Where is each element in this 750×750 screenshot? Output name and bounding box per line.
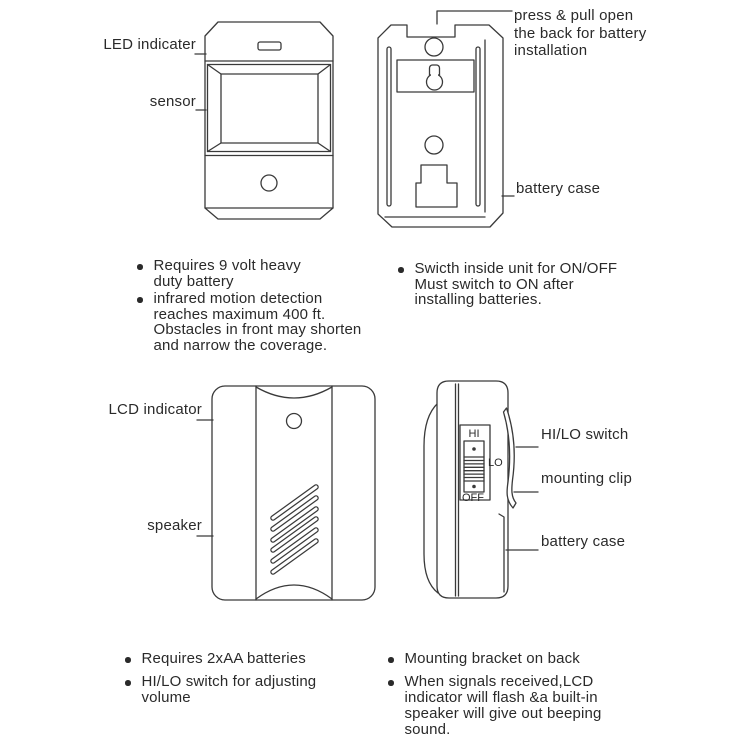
switch-lo-label: LO xyxy=(488,457,503,469)
receiver-feature-notes xyxy=(388,651,678,738)
back-slot-right xyxy=(476,47,480,206)
note-item xyxy=(388,651,678,667)
bullet-dot xyxy=(388,680,394,686)
bullet-dot xyxy=(388,657,394,663)
window-corner-line xyxy=(208,143,222,152)
press-pull-leader-line xyxy=(437,11,512,24)
window-corner-line xyxy=(318,65,331,75)
led-indicator-label: LED indicater xyxy=(103,36,196,53)
bullet-dot xyxy=(398,267,404,273)
note-line: duty battery xyxy=(153,272,234,290)
switch-hi-label: HI xyxy=(468,428,480,440)
back-screw-hole-top xyxy=(425,38,443,56)
back-bracket-bump xyxy=(424,403,438,593)
note-line: the back for battery xyxy=(514,24,647,42)
note-item xyxy=(398,261,683,308)
receiver-front-view xyxy=(197,386,375,600)
switch-dot-bottom xyxy=(472,485,476,489)
receiver-side-view xyxy=(424,381,538,598)
bullet-dot xyxy=(125,680,131,686)
note-line: installation xyxy=(514,42,588,59)
bullet-dot xyxy=(125,657,131,663)
note-line: press & pull open xyxy=(514,7,634,24)
sensor-window-inner xyxy=(221,74,318,143)
sensor-battery-notes xyxy=(137,258,397,353)
lcd-indicator-label: LCD indicator xyxy=(108,401,202,418)
note-line: Requires 9 volt heavy xyxy=(153,257,301,274)
battery-case-label-bottom: battery case xyxy=(541,533,626,550)
sensor-back-view xyxy=(378,11,514,227)
note-line: speaker will give out beeping xyxy=(404,705,602,722)
note-item xyxy=(137,291,397,353)
battery-case-label-top: battery case xyxy=(516,180,601,197)
switch-off-label: OFF xyxy=(462,492,484,504)
note-item xyxy=(125,674,385,706)
note-line: installing batteries. xyxy=(414,291,542,308)
speaker-slots xyxy=(273,487,316,572)
window-corner-line xyxy=(208,65,222,75)
note-line: and narrow the coverage. xyxy=(153,336,328,354)
sensor-label: sensor xyxy=(149,93,196,110)
sensor-front-hole xyxy=(261,175,277,191)
note-line: sound. xyxy=(404,721,451,738)
note-item xyxy=(388,674,678,738)
note-line: reaches maximum 400 ft. xyxy=(153,305,326,323)
note-line: Obstacles in front may shorten xyxy=(153,321,362,338)
note-line: Mounting bracket on back xyxy=(404,650,580,667)
hilo-switch-label: HI/LO switch xyxy=(541,426,629,443)
switch-dot-top xyxy=(472,447,476,451)
receiver-front-outline xyxy=(212,386,375,600)
mounting-clip-label: mounting clip xyxy=(541,470,632,487)
keyhole-junction xyxy=(431,72,438,78)
note-line: Requires 2xAA batteries xyxy=(141,650,306,667)
back-slot-left xyxy=(387,47,391,206)
back-screw-hole-mid xyxy=(425,136,443,154)
receiver-side-outline xyxy=(437,381,508,598)
note-line: Must switch to ON after xyxy=(414,275,574,293)
note-line: HI/LO switch for adjusting xyxy=(141,673,317,690)
sensor-switch-notes xyxy=(398,261,683,308)
press-pull-note xyxy=(514,7,674,60)
note-line: infrared motion detection xyxy=(153,290,323,307)
led-indicator-window xyxy=(258,42,281,50)
bullet-dot xyxy=(137,297,143,303)
window-corner-line xyxy=(318,143,331,152)
battery-case-outline xyxy=(416,165,457,207)
sensor-front-view xyxy=(195,22,333,219)
note-line: Swicth inside unit for ON/OFF xyxy=(414,260,618,277)
note-line: volume xyxy=(141,689,191,706)
receiver-battery-notes xyxy=(125,651,385,706)
note-line: When signals received,LCD xyxy=(404,673,594,690)
lcd-indicator-hole xyxy=(287,414,302,429)
sensor-window-outer xyxy=(208,65,331,152)
bullet-dot xyxy=(137,264,143,270)
receiver-bottom-arc xyxy=(256,585,332,599)
note-line: indicator will flash &a built-in xyxy=(404,689,598,706)
sensor-back-outline xyxy=(378,25,503,227)
sensor-front-outline xyxy=(205,22,333,219)
note-item xyxy=(125,651,385,667)
note-item xyxy=(137,258,397,289)
receiver-top-arc xyxy=(256,387,332,398)
speaker-label: speaker xyxy=(147,517,202,534)
